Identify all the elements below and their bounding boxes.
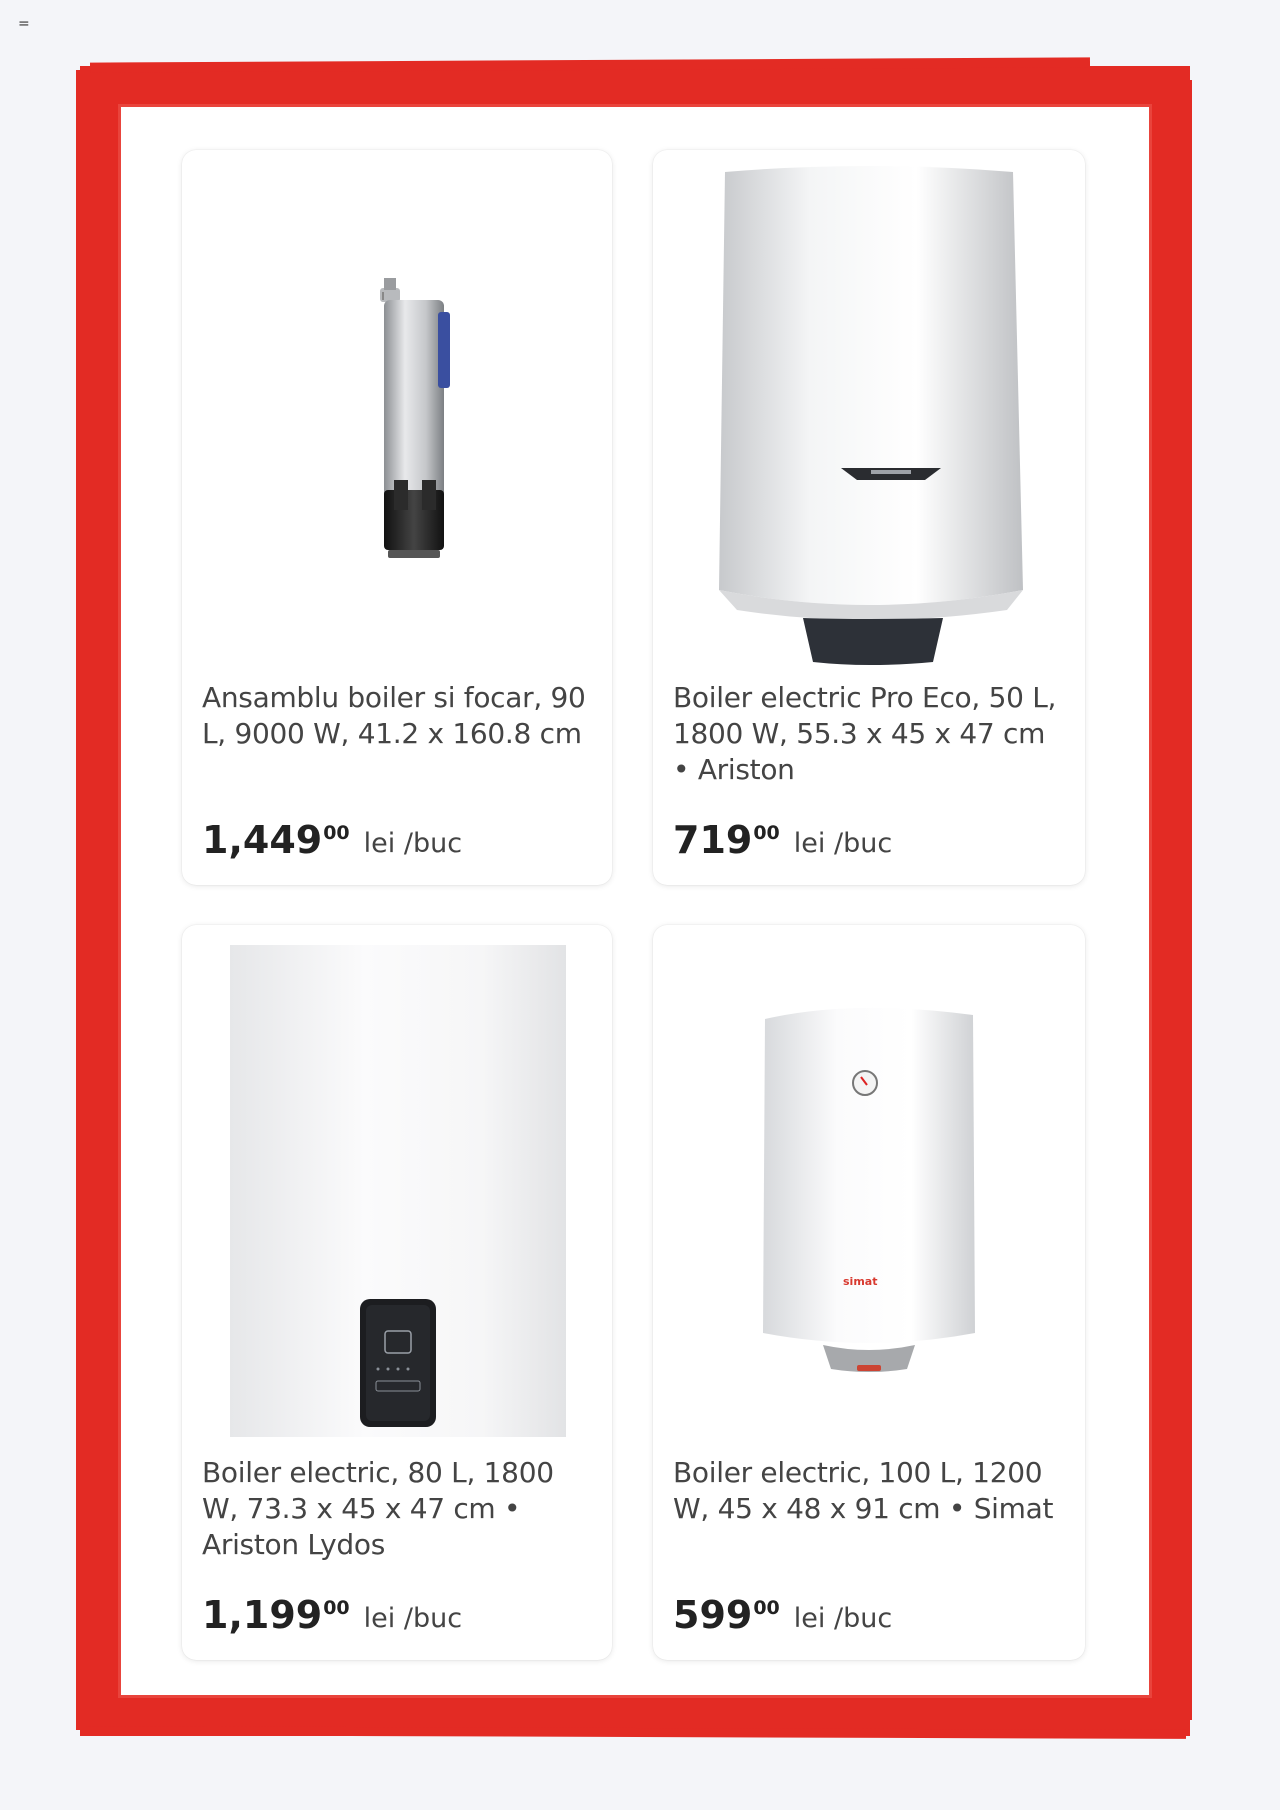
price-decimal: 00 [753,1597,780,1619]
product-title: Boiler electric, 80 L, 1800 W, 73.3 x 45 x 47 cm • Ariston Lydos [202,1456,554,1561]
price-unit: lei /buc [363,828,463,859]
menu-icon[interactable]: = [18,16,30,32]
product-title: Boiler electric Pro Eco, 50 L, 1800 W, 55.3 x 45 x 47 cm • Ariston [673,681,1057,786]
brand-logo-simat: simat [843,1275,878,1288]
simat-boiler-icon [653,925,1085,1455]
price-decimal: 00 [323,822,350,844]
product-title: Ansamblu boiler si focar, 90 L, 9000 W, 41.2 x 160.8 cm [202,681,586,750]
price-unit: lei /buc [363,1603,463,1634]
product-card[interactable] [182,925,612,1660]
price-decimal: 00 [753,822,780,844]
boiler-with-display-icon [182,925,612,1455]
price-unit: lei /buc [793,1603,893,1634]
price-integer: 599 [673,1593,753,1637]
frame-stroke-left [76,70,82,1730]
boiler-with-furnace-icon [182,150,612,680]
price-decimal: 00 [323,1597,350,1619]
product-price [202,1593,462,1641]
product-price [202,818,462,866]
frame-stroke-right [1186,80,1192,1720]
product-price [673,818,892,866]
price-integer: 719 [673,818,753,862]
product-price [673,1593,892,1641]
round-boiler-icon [653,150,1085,680]
price-unit: lei /buc [793,828,893,859]
price-integer: 1,199 [202,1593,323,1637]
price-integer: 1,449 [202,818,323,862]
product-title: Boiler electric, 100 L, 1200 W, 45 x 48 x 91 cm • Simat [673,1456,1054,1525]
product-card[interactable] [653,925,1085,1660]
product-card[interactable] [653,150,1085,885]
product-card[interactable] [182,150,612,885]
